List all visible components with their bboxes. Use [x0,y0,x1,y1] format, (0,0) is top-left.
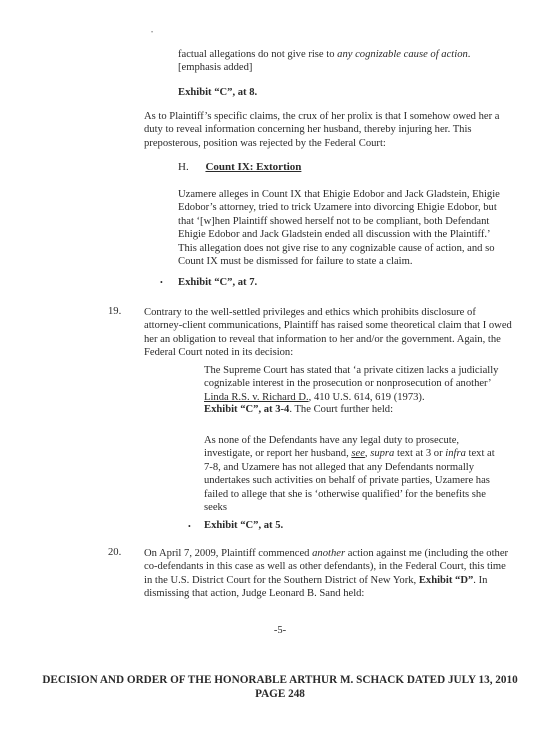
footer-page: PAGE 248 [255,687,305,700]
emphasis-note: [emphasis added] [178,62,253,74]
exhibit-citation-1: Exhibit “C”, at 8. [178,87,258,98]
bullet-mark: • [188,522,191,531]
bullet-mark: • [160,278,163,287]
quote-block-3: The Supreme Court has stated that ‘a private citizen lacks a judicially cognizable interest in the prosecution or nonprosecution of another’ Linda R.S. v. Richard D., 410 U.S. 614, 619 (1973). [204,365,499,403]
quote-block-1: factual allegations do not give rise to any cognizable cause of action. [emphasis added] [178,49,471,74]
footer-title: DECISION AND ORDER OF THE HONORABLE ARTHUR M. SCHACK DATED JULY 13, 2010 [42,674,518,686]
document-footer [0,674,560,701]
quote-block-2: Uzamere alleges in Count IX that Ehigie Edobor and Jack Gladstein, Ehigie Edobor’s attorney, tried to trick Uzamere into divorcing Ehigie Edobor, but that ‘[w]hen Plaintiff showed herself not to be compliant, both Defendant Ehigie Edobor and Jack Gladstein ended all discussion with the Plaintiff.’ This allegation does not give rise to any cognizable cause of action, and so Count IX must be dismissed for failure to state a claim. [178,189,500,268]
paragraph-number-20: 20. [108,547,122,558]
paragraph-specific-claims: As to Plaintiff’s specific claims, the crux of her prolix is that I somehow owed her a duty to reveal information concerning her husband, thereby injuring her. This preposterous, position was rejected by the Federal Court: [144,111,500,149]
exhibit-citation-2: Exhibit “C”, at 7. [178,277,258,288]
count-letter: H. [178,161,189,173]
quote-emphasis: any cognizable cause of action [337,49,468,60]
count-heading [178,161,498,174]
paragraph-number-19: 19. [108,306,122,317]
quote-text: factual allegations do not give rise to [178,49,338,60]
scan-speck: • [151,30,154,36]
count-title: Count IX: Extortion [205,161,302,173]
quote-block-4: As none of the Defendants have any legal duty to prosecute, investigate, or report her husband, see, supra text at 3 or infra text at 7-8, and Uzamere has not alleged that any Defendants normally undertakes such activities on behalf of private parties, Uzamere has failed to allege that she is ‘otherwise qualified’ for the benefits she seeks [204,435,495,514]
case-citation: Linda R.S. v. Richard D. [204,391,309,403]
exhibit-citation-4: Exhibit “C”, at 5. [204,520,284,531]
exhibit-reference: Exhibit “D” [418,574,474,586]
exhibit-citation-3: Exhibit “C”, at 3-4. The Court further held: [204,404,394,415]
paragraph-20: On April 7, 2009, Plaintiff commenced another action against me (including the other co-defendants in this case as well as other defendants), in the Federal Court, this time in the U.S. District Court for the Southern District of New York, Exhibit “D”. In dismissing that action, Judge Leonard B. Sand held: [144,548,509,600]
page-number: -5- [273,625,287,636]
paragraph-19: Contrary to the well-settled privileges and ethics which prohibits disclosure of attorney-client communications, Plaintiff has raised some theoretical claim that I owed her an obligation to reveal that information to her and/or the government. Again, the Federal Court noted in its decision: [144,307,512,359]
